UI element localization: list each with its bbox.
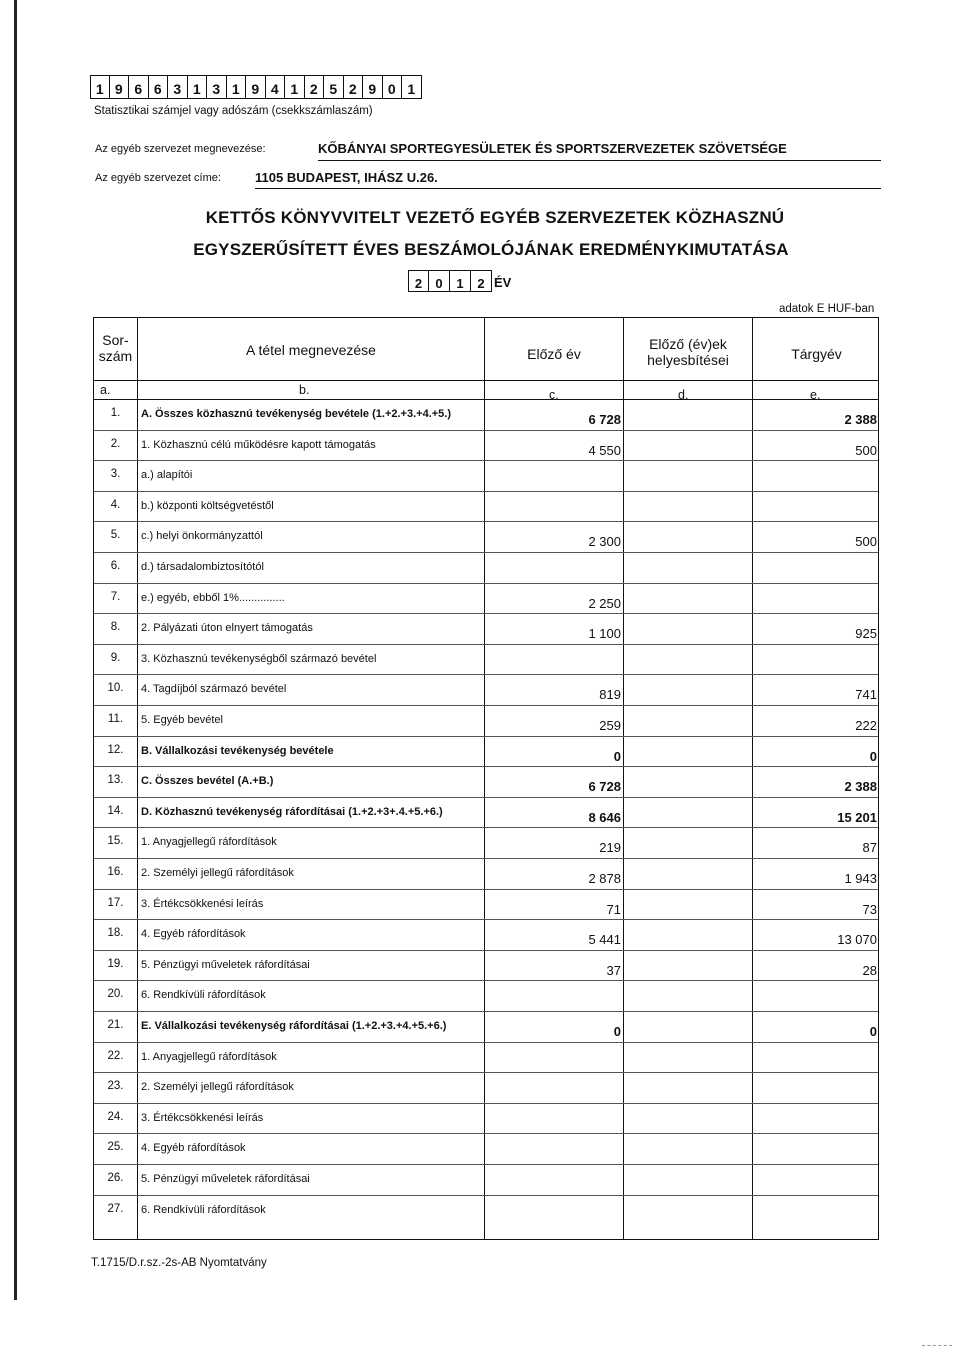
year-digit: 2 [471, 270, 492, 292]
year-digit: 1 [450, 270, 471, 292]
report-title-line1: KETTŐS KÖNYVVITELT VEZETŐ EGYÉB SZERVEZETEK KÖZHASZNÚ [205, 208, 785, 227]
row-divider [94, 919, 878, 920]
current-year-value: 15 201 [837, 810, 877, 825]
units-note: adatok E HUF-ban [779, 303, 875, 315]
stat-digit-box: 1 [227, 75, 247, 99]
current-year-value: 500 [855, 443, 877, 458]
previous-year-value: 0 [613, 749, 621, 764]
row-number: 5. [110, 529, 121, 541]
current-year-value: 1 943 [844, 871, 877, 886]
previous-year-value: 8 646 [588, 810, 621, 825]
row-number: 17. [107, 897, 124, 909]
row-label: B. Vállalkozási tevékenység bevétele [141, 745, 334, 757]
row-number: 2. [110, 438, 121, 450]
row-label: 4. Tagdíjból származó bevétel [141, 683, 287, 695]
current-year-value: 925 [855, 626, 877, 641]
column-letter: d. [678, 388, 689, 402]
current-year-value: 222 [855, 718, 877, 733]
row-number: 21. [107, 1019, 124, 1031]
previous-year-value: 0 [613, 1024, 621, 1039]
stat-digit-box: 1 [402, 75, 422, 99]
row-label: 2. Pályázati úton elnyert támogatás [141, 622, 313, 634]
row-divider [94, 1103, 878, 1104]
row-divider [94, 1011, 878, 1012]
row-divider [94, 889, 878, 890]
stat-digit-box: 2 [344, 75, 364, 99]
form-identifier: T.1715/D.r.sz.-2s-AB Nyomtatvány [91, 1257, 267, 1269]
row-label: C. Összes bevétel (A.+B.) [141, 775, 274, 787]
org-address-rule [255, 188, 881, 189]
row-number: 19. [107, 958, 124, 970]
row-number: 24. [107, 1111, 124, 1123]
stat-digit-box: 3 [168, 75, 188, 99]
previous-year-value: 2 300 [588, 534, 621, 549]
previous-year-value: 2 250 [588, 596, 621, 611]
row-label: a.) alapítói [141, 469, 193, 481]
stat-digit-box: 5 [324, 75, 344, 99]
row-number: 7. [110, 591, 121, 603]
letters-divider [94, 399, 878, 400]
year-boxes [408, 270, 511, 292]
current-year-value: 87 [862, 840, 877, 855]
org-name: KŐBÁNYAI SPORTEGYESÜLETEK ÉS SPORTSZERVEZETEK SZÖVETSÉGE [318, 141, 787, 156]
header-row-number [94, 332, 137, 364]
row-divider [94, 521, 878, 522]
row-label: D. Közhasznú tevékenység ráfordításai (1.+2.+3+.4.+5.+6.) [141, 806, 443, 818]
header-row-number-line2: szám [98, 348, 133, 364]
row-divider [94, 858, 878, 859]
header-row-number-line1: Sor- [102, 332, 129, 348]
previous-year-value: 1 100 [588, 626, 621, 641]
year-digit: 0 [429, 270, 450, 292]
stat-digit-box: 9 [246, 75, 266, 99]
row-divider [94, 1164, 878, 1165]
col-divider [623, 318, 624, 1239]
current-year-value: 2 388 [844, 412, 877, 427]
scan-edge-line [14, 0, 17, 1300]
row-divider [94, 1042, 878, 1043]
income-statement-table [93, 317, 879, 1240]
header-adjustments-line2: helyesbítései [647, 352, 729, 368]
current-year-value: 13 070 [837, 932, 877, 947]
org-address: 1105 BUDAPEST, IHÁSZ U.26. [255, 170, 438, 185]
row-divider [94, 1072, 878, 1073]
row-divider [94, 613, 878, 614]
stat-digit-box: 9 [363, 75, 383, 99]
row-label: 5. Pénzügyi műveletek ráfordításai [141, 959, 310, 971]
row-divider [94, 460, 878, 461]
current-year-value: 28 [862, 963, 877, 978]
stat-digit-box: 9 [110, 75, 130, 99]
previous-year-value: 2 878 [588, 871, 621, 886]
row-divider [94, 705, 878, 706]
current-year-value: 741 [855, 687, 877, 702]
stat-digit-box: 6 [129, 75, 149, 99]
current-year-value: 73 [862, 902, 877, 917]
row-label: 4. Egyéb ráfordítások [141, 928, 246, 940]
row-number: 23. [107, 1080, 124, 1092]
row-divider [94, 950, 878, 951]
header-divider [94, 380, 878, 381]
column-letter: a. [100, 383, 111, 397]
stat-digit-box: 3 [207, 75, 227, 99]
row-label: 6. Rendkívüli ráfordítások [141, 1204, 266, 1216]
header-adjustments [624, 336, 752, 368]
row-label: d.) társadalombiztosítótól [141, 561, 264, 573]
row-number: 14. [107, 805, 124, 817]
row-number: 22. [107, 1050, 124, 1062]
current-year-value: 2 388 [844, 779, 877, 794]
row-number: 27. [107, 1203, 124, 1215]
previous-year-value: 259 [599, 718, 621, 733]
row-divider [94, 736, 878, 737]
row-divider [94, 980, 878, 981]
stat-number-boxes [90, 75, 422, 99]
row-label: 2. Személyi jellegű ráfordítások [141, 867, 294, 879]
report-title-line2: EGYSZERŰSÍTETT ÉVES BESZÁMOLÓJÁNAK EREDMÉNYKIMUTATÁSA [193, 240, 789, 259]
header-item-name: A tétel megnevezése [246, 342, 376, 358]
stat-digit-box: 6 [149, 75, 169, 99]
row-label: 1. Anyagjellegű ráfordítások [141, 836, 277, 848]
previous-year-value: 5 441 [588, 932, 621, 947]
stat-number-caption: Statisztikai számjel vagy adószám (csekkszámlaszám) [94, 105, 373, 117]
org-name-label: Az egyéb szervezet megnevezése: [95, 143, 266, 155]
previous-year-value: 4 550 [588, 443, 621, 458]
row-label: c.) helyi önkormányzattól [141, 530, 263, 542]
row-number: 16. [107, 866, 124, 878]
header-previous-year: Előző év [527, 346, 581, 362]
current-year-value: 0 [869, 1024, 877, 1039]
column-letter: b. [299, 383, 310, 397]
row-divider [94, 1195, 878, 1196]
row-label: 2. Személyi jellegű ráfordítások [141, 1081, 294, 1093]
row-divider [94, 552, 878, 553]
previous-year-value: 71 [606, 902, 621, 917]
stat-digit-box: 1 [90, 75, 110, 99]
row-number: 13. [107, 774, 124, 786]
row-number: 9. [110, 652, 121, 664]
row-number: 1. [110, 407, 121, 419]
row-label: 4. Egyéb ráfordítások [141, 1142, 246, 1154]
row-number: 12. [107, 744, 124, 756]
previous-year-value: 37 [606, 963, 621, 978]
row-label: A. Összes közhasznú tevékenység bevétele (1.+2.+3.+4.+5.) [141, 408, 451, 420]
scan-mark [922, 1345, 952, 1346]
row-label: 6. Rendkívüli ráfordítások [141, 989, 266, 1001]
row-divider [94, 797, 878, 798]
row-divider [94, 827, 878, 828]
previous-year-value: 6 728 [588, 779, 621, 794]
row-divider [94, 674, 878, 675]
row-number: 10. [107, 682, 124, 694]
row-number: 11. [107, 713, 124, 725]
header-current-year: Tárgyév [791, 346, 842, 362]
org-address-label: Az egyéb szervezet címe: [95, 172, 221, 184]
stat-digit-box: 0 [383, 75, 403, 99]
row-number: 8. [110, 621, 121, 633]
row-label: 1. Anyagjellegű ráfordítások [141, 1051, 277, 1063]
row-label: e.) egyéb, ebből 1%............... [141, 592, 285, 604]
year-suffix: ÉV [494, 275, 512, 290]
row-number: 26. [107, 1172, 124, 1184]
current-year-value: 500 [855, 534, 877, 549]
row-divider [94, 583, 878, 584]
row-number: 20. [107, 988, 124, 1000]
previous-year-value: 219 [599, 840, 621, 855]
stat-digit-box: 1 [285, 75, 305, 99]
row-number: 6. [110, 560, 121, 572]
row-number: 4. [110, 499, 121, 511]
row-number: 25. [107, 1141, 124, 1153]
col-divider [137, 318, 138, 1239]
row-number: 18. [107, 927, 124, 939]
year-digit: 2 [408, 270, 429, 292]
row-label: 5. Egyéb bevétel [141, 714, 223, 726]
row-number: 3. [110, 468, 121, 480]
row-number: 15. [107, 835, 124, 847]
previous-year-value: 6 728 [588, 412, 621, 427]
row-divider [94, 766, 878, 767]
row-divider [94, 1133, 878, 1134]
row-divider [94, 644, 878, 645]
stat-digit-box: 1 [188, 75, 208, 99]
row-divider [94, 491, 878, 492]
org-name-rule [318, 160, 881, 161]
row-label: 3. Értékcsökkenési leírás [141, 898, 264, 910]
column-letter: c. [549, 388, 559, 402]
row-label: E. Vállalkozási tevékenység ráfordításai (1.+2.+3.+4.+5.+6.) [141, 1020, 447, 1032]
row-label: 1. Közhasznú célú működésre kapott támogatás [141, 439, 376, 451]
row-label: 5. Pénzügyi műveletek ráfordításai [141, 1173, 310, 1185]
header-adjustments-line1: Előző (év)ek [649, 336, 727, 352]
row-label: 3. Közhasznú tevékenységből származó bevétel [141, 653, 377, 665]
current-year-value: 0 [869, 749, 877, 764]
column-letter: e. [810, 388, 821, 402]
row-label: 3. Értékcsökkenési leírás [141, 1112, 264, 1124]
previous-year-value: 819 [599, 687, 621, 702]
row-divider [94, 430, 878, 431]
stat-digit-box: 4 [266, 75, 286, 99]
row-label: b.) központi költségvetéstől [141, 500, 274, 512]
stat-digit-box: 2 [305, 75, 325, 99]
